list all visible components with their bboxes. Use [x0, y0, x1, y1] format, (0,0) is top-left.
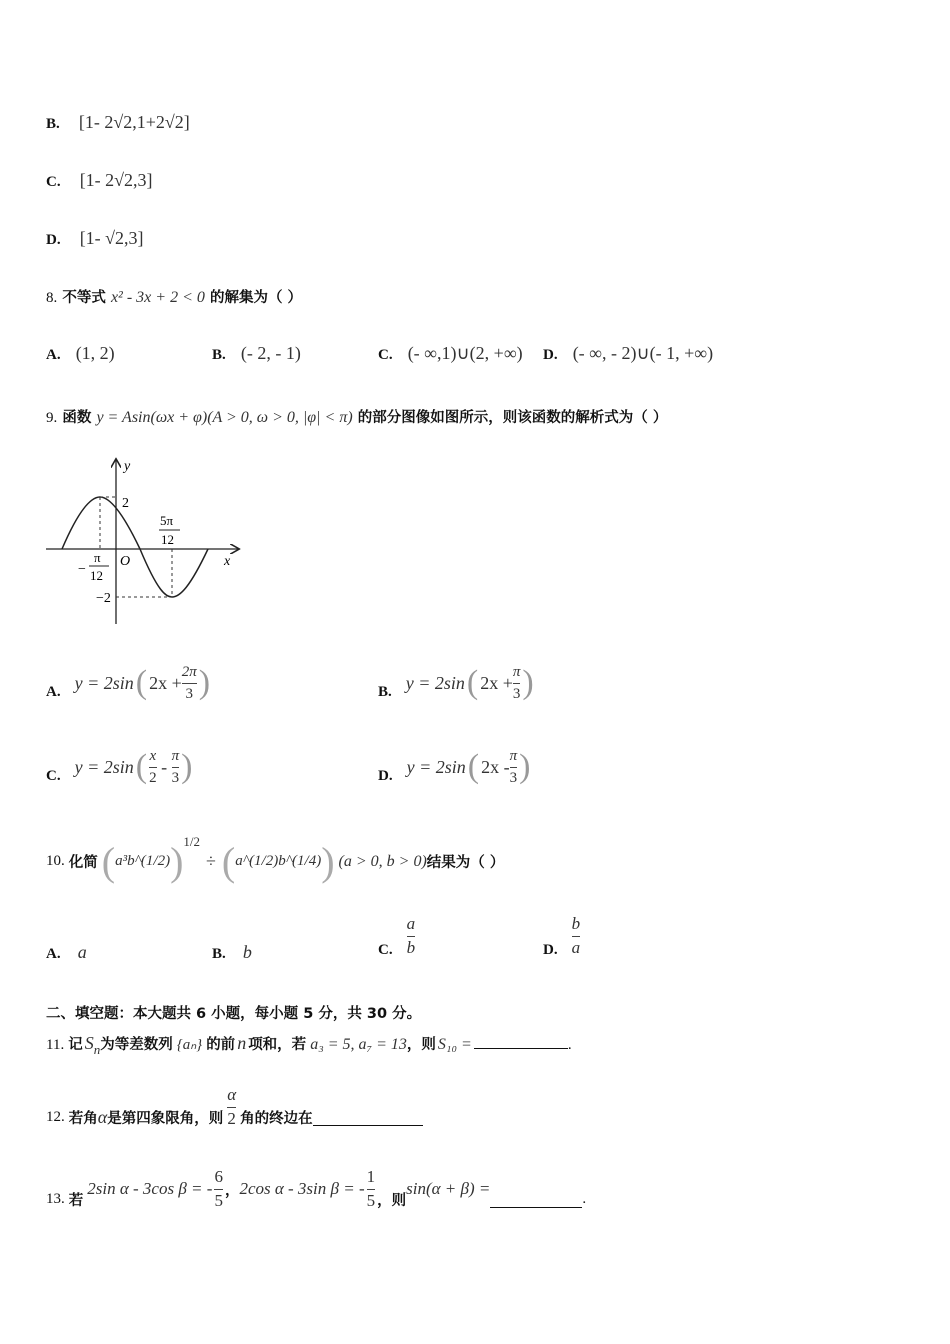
option-label: D.: [543, 347, 558, 363]
divide-sign: ÷: [206, 851, 216, 871]
option-prefix: y = 2sin: [74, 672, 134, 693]
left-tick-numerator: π: [94, 550, 101, 565]
q8-option-d: [543, 343, 713, 364]
question-text: 是第四象限角，则: [107, 1110, 224, 1127]
fraction-denominator: a: [571, 938, 581, 957]
section-heading: 二、填空题：本大题共 6 小题，每小题 5 分，共 30 分。: [46, 1006, 422, 1022]
option-operator: -: [156, 756, 172, 777]
sine-graph: [40, 452, 250, 630]
option-label: B.: [378, 683, 392, 700]
condition: a₃ = 5, a₇ = 13: [310, 1036, 407, 1053]
q12-stem: [46, 1086, 423, 1128]
math-subscript: n: [93, 1042, 101, 1057]
fraction-denominator: 3: [171, 769, 180, 786]
q11-stem: [46, 1032, 572, 1057]
right-tick-denominator: 12: [161, 532, 174, 547]
fraction-denominator: b: [406, 938, 416, 957]
question-text: 化简: [68, 855, 98, 871]
answer-blank[interactable]: [490, 1191, 582, 1208]
math-symbol: α: [97, 1106, 108, 1127]
period: .: [567, 1037, 572, 1053]
question-math: y = Asin(ωx + φ)(A > 0, ω > 0, |φ| < π): [96, 409, 353, 426]
option-label: C.: [378, 347, 393, 363]
option-label: B.: [212, 946, 226, 962]
question-text: 函数: [62, 410, 92, 426]
equation-2-fraction: [367, 1168, 376, 1210]
fraction-denominator: 3: [509, 769, 518, 786]
y-axis-label: y: [124, 459, 131, 474]
option-label: C.: [46, 767, 61, 784]
q10-option-d: [543, 914, 580, 959]
option-label: D.: [378, 767, 393, 784]
answer-blank[interactable]: [474, 1032, 568, 1049]
left-tick-denominator: 12: [90, 568, 103, 583]
question-text: 记: [68, 1037, 83, 1053]
fraction-denominator: 2: [227, 1108, 236, 1128]
x-axis-label: x: [224, 554, 231, 569]
q10-option-b: [212, 942, 252, 963]
q9-option-a: A. y = 2sin ( 2x + $\frac{2\pi}{3}$ ): [46, 664, 211, 702]
option-label: D.: [46, 232, 61, 248]
question-text: 角的终边在: [240, 1110, 313, 1127]
math-symbol: n: [237, 1033, 247, 1053]
option-inner: 2x +: [480, 672, 513, 693]
fraction-denominator: 3: [512, 685, 521, 702]
q8-option-c: [378, 343, 523, 364]
q10-option-c: [378, 914, 415, 959]
math-symbol: S: [84, 1033, 94, 1053]
fraction-denominator: 5: [366, 1190, 376, 1210]
fraction-denominator: 5: [214, 1190, 223, 1210]
option-fraction: [182, 664, 197, 702]
separator: ，: [224, 1182, 240, 1199]
q9-stem: [46, 406, 667, 427]
min-value-label: −2: [96, 591, 111, 606]
option-prefix: y = 2sin: [74, 756, 134, 777]
fraction-numerator: 1: [366, 1167, 376, 1186]
option-label: D.: [543, 942, 558, 958]
period: .: [582, 1190, 587, 1207]
fraction-numerator: α: [227, 1085, 237, 1104]
right-tick-numerator: 5π: [160, 513, 174, 528]
option-prefix: y = 2sin: [406, 756, 466, 777]
question-text: ，则: [406, 1037, 436, 1053]
option-label: C.: [378, 942, 393, 958]
option-expr: [1- √2,3]: [79, 228, 144, 248]
fraction-numerator: 2π: [181, 664, 197, 680]
option-expr: b: [242, 942, 252, 962]
option-label: A.: [46, 946, 61, 962]
answer-blank[interactable]: [313, 1109, 423, 1126]
option-expr: [1- 2√2,3]: [79, 170, 153, 190]
question-number: 9.: [46, 410, 58, 426]
condition: (a > 0, b > 0): [338, 852, 427, 870]
option-label: C.: [46, 174, 61, 190]
target-expression: S₁₀ =: [437, 1036, 472, 1053]
option-inner: 2x -: [481, 756, 510, 777]
question-number: 12.: [46, 1108, 65, 1125]
question-number: 11.: [46, 1037, 65, 1053]
question-text: 结果为（ ）: [426, 855, 505, 871]
option-fraction: [407, 915, 416, 957]
q8-stem: [46, 286, 302, 307]
q7-option-d: [46, 228, 144, 249]
question-text: 的前: [206, 1037, 236, 1053]
fraction-numerator: π: [171, 748, 180, 764]
outer-exponent: 1/2: [183, 833, 201, 849]
option-inner: 2x +: [149, 672, 182, 693]
equation-2: 2cos α - 3sin β = -: [239, 1179, 365, 1199]
option-fraction: [572, 915, 581, 957]
option-expr: [1- 2√2,1+2√2]: [78, 112, 190, 132]
sequence-notation: {aₙ}: [176, 1037, 203, 1053]
option-label: A.: [46, 347, 61, 363]
q10-stem: 10. 化简 ( a³b^(1/2) ) 1/2 ÷ ( a^(1/2)b^(1/4) ) (a > 0, b > 0) 结果为（ ）: [46, 833, 505, 884]
question-math: x² - 3x + 2 < 0: [110, 289, 205, 306]
q7-option-b: [46, 112, 190, 133]
option-label: B.: [46, 116, 60, 132]
fraction-denominator: 2: [149, 769, 157, 786]
q8-option-a: [46, 343, 115, 364]
option-expr: (- ∞,1)∪(2, +∞): [407, 343, 523, 363]
fraction-numerator: 6: [214, 1167, 223, 1186]
option-expr: (1, 2): [75, 343, 115, 363]
fraction-denominator: 3: [185, 685, 193, 702]
q7-option-c: [46, 170, 153, 191]
q8-option-b: [212, 343, 301, 364]
question-text: 的部分图像如图所示，则该函数的解析式为（ ）: [357, 410, 668, 426]
question-text: 的解集为（ ）: [209, 290, 303, 306]
q10-option-a: [46, 942, 87, 963]
option-fraction: [510, 748, 518, 786]
equation-1: 2sin α - 3cos β = -: [87, 1179, 213, 1199]
question-text: 若角: [68, 1110, 98, 1127]
fraction-numerator: π: [512, 664, 521, 680]
expression-a: a³b^(1/2): [115, 853, 171, 869]
question-text: 项和，若: [248, 1037, 307, 1053]
question-text: 若: [68, 1192, 84, 1209]
fraction-numerator: a: [406, 914, 416, 934]
left-tick-sign: −: [78, 562, 86, 577]
question-text: 为等差数列: [100, 1037, 173, 1053]
fraction-numerator: b: [571, 914, 581, 934]
alpha-half-fraction: [227, 1086, 236, 1128]
origin-label: O: [120, 554, 131, 569]
equation-1-fraction: [214, 1168, 223, 1210]
option-inner-fraction: [149, 748, 157, 786]
option-expr: a: [77, 942, 87, 962]
expression-b: a^(1/2)b^(1/4): [235, 853, 322, 869]
option-prefix: y = 2sin: [405, 672, 465, 693]
option-fraction: [513, 664, 521, 702]
question-number: 8.: [46, 290, 58, 306]
q13-stem: [46, 1168, 586, 1210]
q9-option-c: C. y = 2sin ( $\frac{x}{2}$ - $\frac{\pi}{3}$ ): [46, 748, 193, 786]
question-text: ，则: [377, 1192, 407, 1209]
question-number: 13.: [46, 1190, 65, 1207]
option-fraction: [172, 748, 180, 786]
q9-option-d: D. y = 2sin ( 2x - $\frac{\pi}{3}$ ): [378, 748, 531, 786]
question-text: 不等式: [62, 290, 106, 306]
option-label: B.: [212, 347, 226, 363]
option-expr: (- 2, - 1): [240, 343, 301, 363]
q9-option-b: B. y = 2sin ( 2x + $\frac{\pi}{3}$ ): [378, 664, 534, 702]
fraction-numerator: x: [149, 748, 157, 764]
option-expr: (- ∞, - 2)∪(- 1, +∞): [572, 343, 714, 363]
option-label: A.: [46, 683, 61, 700]
sine-curve: [62, 497, 208, 597]
question-number: 10.: [46, 853, 65, 869]
max-value-label: 2: [122, 496, 129, 511]
fraction-numerator: π: [509, 748, 518, 764]
target-expression: sin(α + β) =: [406, 1179, 491, 1199]
